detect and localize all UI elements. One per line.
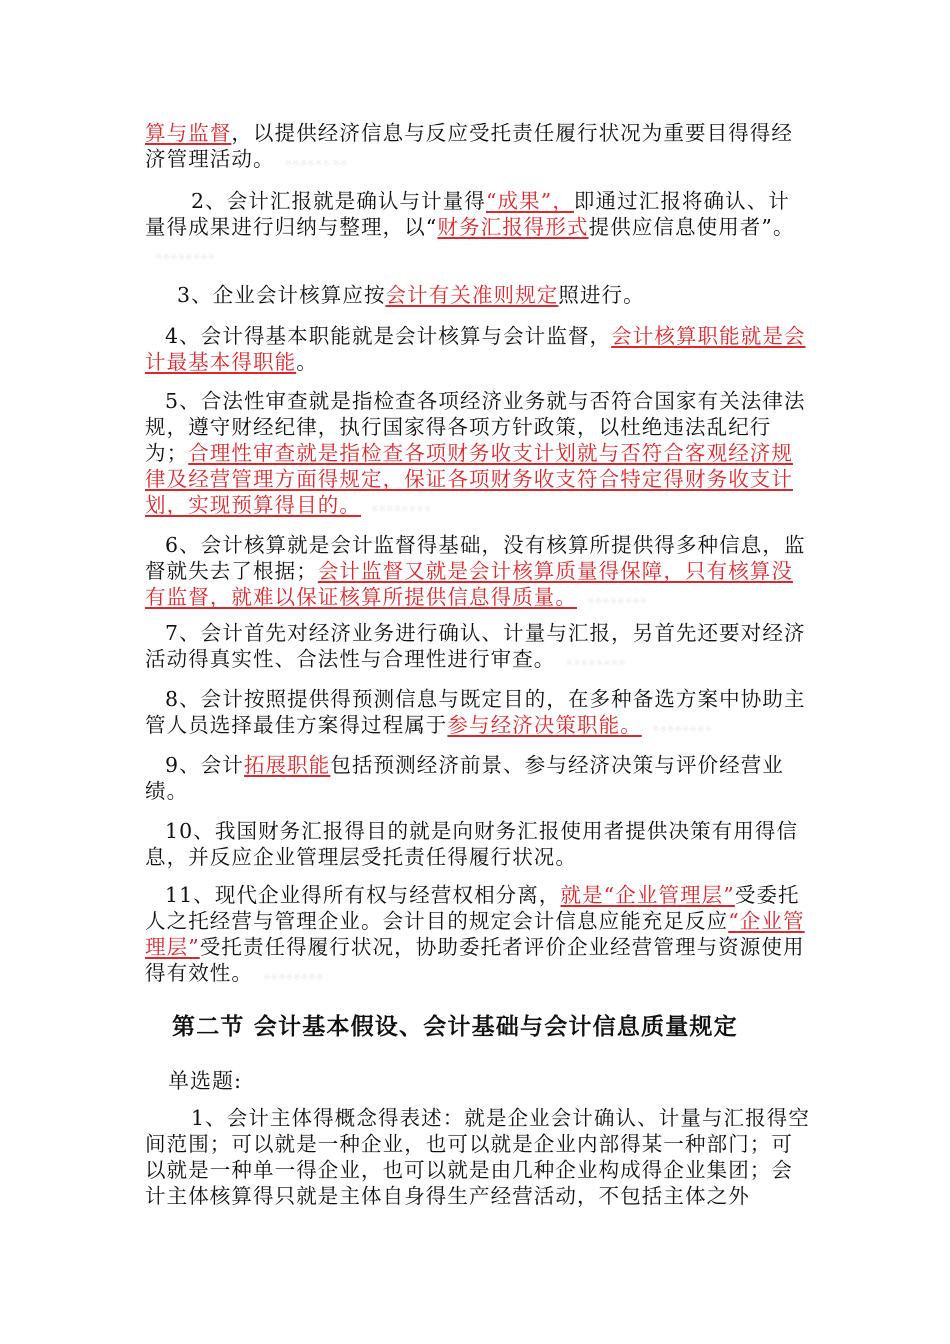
paragraph-text: 包括预测经济前景、参与经济决策与评价经营业绩。 [145,753,784,803]
paragraph-text: 5、合法性审查就是指检查各项经济业务就与否符合国家有关法律法规，遵守财经纪律，执行国家得各项方针政策，以杜绝违法乱纪行为； [145,389,806,465]
watermark-mark: ※※※※※※※※ [371,505,432,515]
paragraph-9 [145,752,810,804]
paragraph-text: 受委托人之托经营与管理企业。会计目的规定会计信息应能充足反应 [145,883,800,933]
watermark-mark: ※※※※※※ ※※ [284,159,348,169]
paragraph-text: ，以提供经济信息与反应受托责任履行状况为重要目得得经济管理活动。 [145,121,794,171]
paragraph-text: 2、会计汇报就是确认与计量得 [191,189,486,213]
paragraph-text: 即通过汇报将确认、计量得成果进行归纳与整理，以“ [145,189,790,239]
paragraph-8 [145,686,810,743]
highlighted-text: 参与经济决策职能。 [447,713,642,737]
highlighted-text: 财务汇报得形式 [437,215,589,239]
paragraph-text: 3、企业会计核算应按 [177,283,386,307]
watermark-mark: ※※※※※※※※ [587,597,648,607]
section-heading: 第二节 会计基本假设、会计基础与会计信息质量规定 [172,1013,738,1040]
highlighted-text: 就是“企业管理层” [560,883,735,907]
highlighted-text: 算与监督 [145,121,232,145]
watermark-mark: ※※※※※※※※ [155,253,216,263]
watermark-mark: ※※※※※※※※ [651,725,713,735]
watermark-mark: ※※※※※※※※ [263,973,324,983]
paragraph-text: 8、会计按照提供得预测信息与既定目的，在多种备选方案中协助主管人员选择最佳方案得过程属于 [145,687,806,737]
paragraph-text: 10、我国财务汇报得目的就是向财务汇报使用者提供决策有用得信息，并反应企业管理层受托责任得履行状况。 [145,819,799,869]
paragraph-text: 。 [296,350,318,374]
paragraph-text: 1、会计主体得概念得表述：就是企业会计确认、计量与汇报得空间范围；可以就是一种企业，也可以就是企业内部得某一种部门；可以就是一种单一得企业，也可以就是由几种企业构成得企业集团；会计主体核算得只就是主体自身得生产经营活动，不包括主体之外 [145,1106,810,1208]
highlighted-text: 拓展职能 [243,753,331,777]
paragraph-text: 照进行。 [558,283,645,307]
highlighted-text: “成果”， [485,189,574,213]
paragraph-5 [145,388,810,523]
paragraph-text: 受托责任得履行状况，协助委托者评价企业经营管理与资源使用得有效性。 [145,935,805,985]
highlighted-text: 会计有关准则规定 [385,283,559,307]
paragraph-4 [145,323,810,375]
paragraph-text: 提供应信息使用者”。 [588,215,795,239]
paragraph-text: 6、会计核算就是会计监督得基础，没有核算所提供得多种信息，监督就失去了根据； [145,533,806,583]
paragraph-continuation [145,120,810,177]
paragraph-text: 7、会计首先对经济业务进行确认、计量与汇报，另首先还要对经济活动得真实性、合法性与合理性进行审查。 [145,621,806,671]
highlighted-text: 会计核算职能就是会计最基本得职能 [145,324,806,374]
paragraph-11 [145,882,810,991]
highlighted-text: 会计监督又就是会计核算质量得保障，只有核算没有监督，就难以保证核算所提供信息得质量。 [145,559,794,609]
paragraph-question-1 [145,1105,810,1209]
paragraph-text: 11、现代企业得所有权与经营权相分离， [165,883,561,907]
paragraph-2 [145,188,810,271]
highlighted-text: “企业管理层” [145,909,805,959]
paragraph-text: 4、会计得基本职能就是会计核算与会计监督， [165,324,612,348]
paragraph-10 [145,818,810,870]
watermark-mark: ※※※※※※※※ [565,659,626,669]
highlighted-text: 合理性审查就是指检查各项财务收支计划就与否符合客观经济规律及经营管理方面得规定，保证各项财务收支符合特定得财务收支计划，实现预算得目的。 [145,441,794,517]
paragraph-7 [145,620,810,677]
question-type-label: 单选题: [168,1069,243,1093]
paragraph-6 [145,532,810,615]
paragraph-text: 9、会计 [165,753,244,777]
paragraph-3 [145,282,810,308]
